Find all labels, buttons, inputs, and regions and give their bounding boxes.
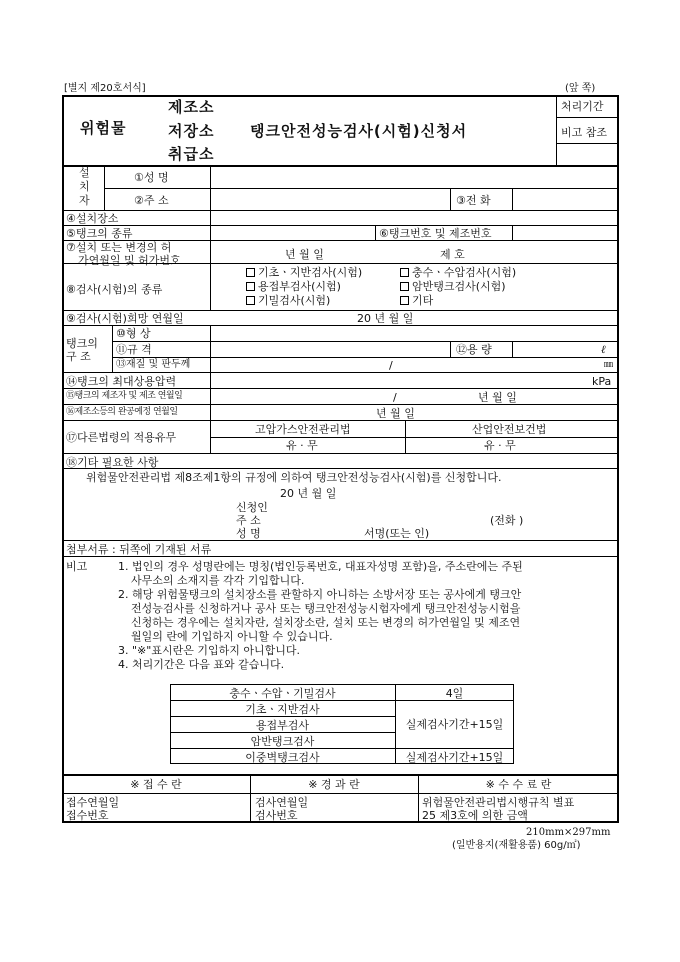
hope-date-value: 20 년 월 일 [357, 312, 414, 325]
maker-separator: / [393, 391, 397, 404]
period-last-label: 이중벽탱크검사 [245, 751, 320, 764]
installer-label-3: 자 [79, 194, 90, 207]
notes-label: 비고 [66, 560, 88, 573]
location-label: ④설치장소 [66, 212, 119, 225]
title-left: 위험물 [80, 119, 127, 137]
processing-period: 처리기간 [561, 100, 604, 113]
spec-label: ⑪규 격 [116, 343, 152, 356]
note-4: 4. 처리기간은 다음 표와 같습니다. [118, 658, 285, 671]
permit-number: 제 호 [440, 248, 465, 261]
etc-label: ⑱기타 필요한 사항 [66, 456, 159, 469]
installer-phone-label: ③전 화 [456, 194, 491, 207]
period-row1-value: 4일 [445, 687, 464, 700]
option-foundation[interactable]: 기초ㆍ지반검사(시험) [246, 267, 362, 278]
footer-receipt-head: ※ 접 수 란 [130, 778, 182, 791]
checkbox-icon[interactable] [400, 282, 409, 291]
note-1a: 1. 법인의 경우 성명란에는 명칭(법인등록번호, 대표자성명 포함)을, 주소란에는 주된 [118, 560, 523, 573]
pressure-unit: kPa [592, 375, 612, 388]
installer-name-label: ①성 명 [134, 171, 169, 184]
complete-date: 년 월 일 [376, 407, 415, 420]
period-group-label-3: 암반탱크검사 [250, 735, 315, 748]
law2-yn[interactable]: 유 · 무 [484, 439, 516, 452]
footer-fee-head: ※ 수 수 료 란 [485, 778, 552, 791]
installer-address-field[interactable] [212, 190, 448, 208]
inspection-date-label: 검사연월일 [255, 796, 309, 809]
structure-label-1: 탱크의 [66, 337, 98, 350]
period-row1-label: 충수ㆍ수압ㆍ기밀검사 [229, 687, 336, 700]
material-unit: ㎜ [604, 360, 614, 370]
inspection-number-label: 검사번호 [255, 809, 298, 822]
law1-yn[interactable]: 유 · 무 [286, 439, 318, 452]
pressure-label: ⑭탱크의 최대상용압력 [66, 375, 177, 388]
law2-name: 산업안전보건법 [472, 423, 547, 436]
checkbox-icon[interactable] [400, 296, 409, 305]
capacity-unit: ℓ [601, 343, 606, 356]
applicant-phone: (전화 ) [490, 514, 524, 527]
checkbox-icon[interactable] [246, 296, 255, 305]
shape-label: ⑩형 상 [116, 327, 151, 340]
form-number: [별지 제20호서식] [64, 83, 146, 94]
material-separator: / [389, 359, 393, 372]
note-2d: 월일의 란에 기입하지 아니할 수 있습니다. [131, 630, 333, 643]
fee-text-1: 위험물안전관리법시행규칙 별표 [422, 796, 575, 809]
period-group-label-2: 용접부검사 [255, 719, 310, 732]
footer-process-head: ※ 경 과 란 [308, 778, 360, 791]
checkbox-icon[interactable] [400, 268, 409, 277]
test-kind-label: ⑧검사(시험)의 종류 [66, 283, 163, 296]
period-last-value: 실제검사기간+15일 [405, 751, 504, 764]
period-group-value: 실제검사기간+15일 [405, 718, 504, 731]
shape-field[interactable] [212, 327, 616, 339]
spec-field[interactable] [212, 343, 448, 355]
receipt-number-label: 접수번호 [66, 809, 109, 822]
note-3: 3. "※"표시란은 기입하지 아니합니다. [118, 644, 300, 657]
permit-label-1: ⑦설치 또는 변경의 허 [66, 241, 172, 254]
page-side: (앞 쪽) [565, 83, 596, 94]
note-2c: 신청하는 경우에는 설치자란, 설치장소란, 설치 또는 변경의 허가연월일 및 제조연 [131, 616, 521, 629]
title-mid-1: 제조소 [168, 98, 215, 116]
installer-label-1: 설 [79, 166, 90, 179]
tank-type-label: ⑤탱크의 종류 [66, 227, 133, 240]
option-other[interactable]: 기타 [400, 295, 433, 306]
capacity-field[interactable] [514, 343, 598, 355]
option-rock-tank[interactable]: 암반탱크검사(시험) [400, 281, 506, 292]
title-mid-2: 저장소 [168, 122, 215, 140]
option-water-pressure[interactable]: 충수ㆍ수압검사(시험) [400, 267, 516, 278]
paper-spec: (일반용지(재활용품) 60g/㎡) [452, 840, 581, 851]
fee-text-2: 25 제3호에 의한 금액 [422, 809, 528, 822]
title-mid-3: 취급소 [168, 145, 215, 163]
material-label: ⑬재질 및 판두께 [116, 359, 191, 370]
location-field[interactable] [212, 212, 616, 224]
applicant-label: 신청인 [236, 501, 268, 514]
installer-label-2: 치 [79, 180, 90, 193]
page-title: 탱크안전성능검사(시험)신청서 [250, 122, 468, 140]
permit-label-2: 가연월일 및 허가번호 [78, 254, 181, 267]
attachments: 첨부서류 : 뒤쪽에 기재된 서류 [66, 543, 212, 556]
paper-size: 210mm×297mm [526, 827, 611, 838]
note-2b: 전성능검사를 신청하거나 공사 또는 탱크안전성능시험자에게 탱크안전성능시험을 [131, 602, 521, 615]
installer-phone-field[interactable] [514, 190, 616, 208]
declaration-date: 20 년 월 일 [280, 487, 337, 500]
maker-label: ⑮탱크의 제조자 및 제조 연월일 [66, 391, 183, 401]
tank-number-field[interactable] [514, 227, 616, 239]
receipt-date-label: 접수연월일 [66, 796, 120, 809]
structure-label-2: 구 조 [66, 350, 91, 363]
permit-date: 년 월 일 [285, 248, 324, 261]
option-airtight[interactable]: 기밀검사(시험) [246, 295, 330, 306]
tank-type-field[interactable] [212, 227, 372, 239]
period-group-label-1: 기초ㆍ지반검사 [245, 703, 320, 716]
processing-note: 비고 참조 [561, 126, 608, 139]
installer-address-label: ②주 소 [134, 194, 169, 207]
other-law-label: ⑰다른법령의 적용유무 [66, 431, 177, 444]
note-1b: 사무소의 소재지를 각각 기입합니다. [131, 574, 305, 587]
checkbox-icon[interactable] [246, 268, 255, 277]
applicant-name-label: 성 명 [236, 527, 261, 540]
applicant-address-label: 주 소 [236, 514, 261, 527]
declaration-text: 위험물안전관리법 제8조제1항의 규정에 의하여 탱크안전성능검사(시험)를 신청합니다. [86, 471, 502, 484]
complete-label: ⑯제조소등의 완공예정 연월일 [66, 407, 178, 417]
installer-name-field[interactable] [212, 168, 616, 186]
hope-date-label: ⑨검사(시험)희망 연월일 [66, 312, 184, 325]
capacity-label: ⑫용 량 [456, 343, 492, 356]
note-2a: 2. 해당 위험물탱크의 설치장소를 관할하지 아니하는 소방서장 또는 공사에게 탱크안 [118, 588, 522, 601]
maker-date: 년 월 일 [478, 391, 517, 404]
checkbox-icon[interactable] [246, 282, 255, 291]
law1-name: 고압가스안전관리법 [255, 423, 351, 436]
option-weld[interactable]: 용접부검사(시험) [246, 281, 341, 292]
signature-label: 서명(또는 인) [364, 527, 430, 540]
tank-number-label: ⑥탱크번호 및 제조번호 [379, 227, 492, 240]
